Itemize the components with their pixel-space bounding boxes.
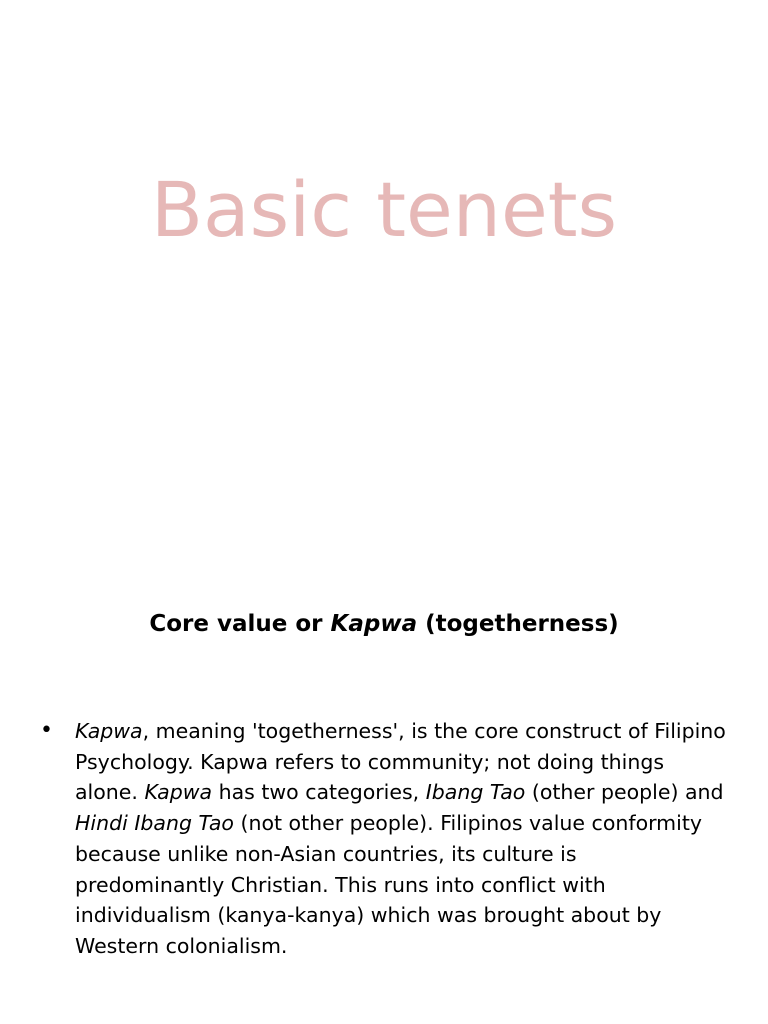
subtitle-text-start: Core value or: [149, 611, 331, 637]
list-item: [40, 716, 730, 962]
bullet-list: [40, 716, 730, 962]
bullet-segment: Hindi Ibang Tao: [75, 811, 234, 836]
bullet-segment: has two categories,: [212, 780, 426, 805]
bullet-segment: Ibang Tao: [425, 780, 526, 805]
bullet-segment: Kapwa: [144, 780, 213, 805]
bullet-segment: (not other people). Filipinos value conformity because unlike non-Asian countries, its culture is predominantly Christian. This runs into conflict with individualism (kanya-kanya) which was brought about by Western colonialism.: [75, 811, 703, 958]
section-subtitle: [0, 608, 768, 640]
subtitle-text-end: (togetherness): [417, 611, 619, 637]
bullet-segment: (other people) and: [525, 780, 724, 805]
slide-title: Basic tenets: [150, 165, 618, 254]
bullet-text: [75, 719, 726, 958]
bullet-segment: Kapwa: [75, 719, 143, 743]
bullet-segment: , meaning 'togetherness', is the core construct of Filipino Psychology. Kapwa refers to community; not doing things alone.: [75, 719, 726, 805]
bullet-marker: •: [40, 718, 53, 743]
subtitle-italic-term: Kapwa: [330, 611, 418, 637]
